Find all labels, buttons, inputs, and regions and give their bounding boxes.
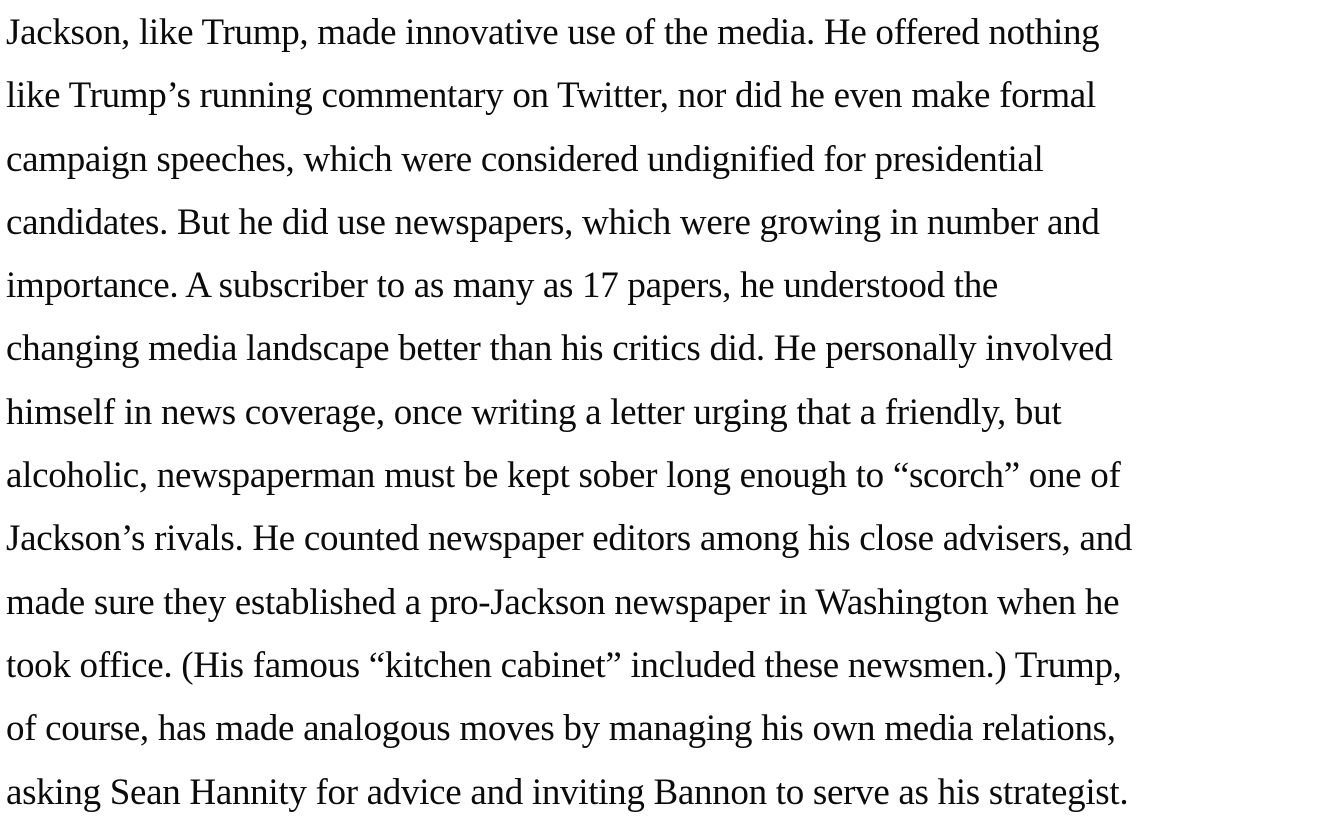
text-line: campaign speeches, which were considered undignified for presidential (6, 138, 1044, 180)
text-line: Jackson, like Trump, made innovative use of the media. He offered nothing (6, 12, 1100, 53)
text-line: alcoholic, newspaperman must be kept sober long enough to “scorch” one of (6, 455, 1121, 497)
text-line: took office. (His famous “kitchen cabinet” included these newsmen.) Trump, (6, 644, 1122, 686)
text-line: like Trump’s running commentary on Twitter, nor did he even make formal (6, 75, 1096, 117)
text-line: of course, has made analogous moves by managing his own media relations, (6, 708, 1116, 750)
paragraph (6, 1, 1326, 824)
text-line: Jackson’s rivals. He counted newspaper editors among his close advisers, and (6, 518, 1132, 560)
text-line: changing media landscape better than his critics did. He personally involved (6, 328, 1113, 370)
text-line: himself in news coverage, once writing a letter urging that a friendly, but (6, 391, 1062, 433)
text-line: asking Sean Hannity for advice and inviting Bannon to serve as his strategist. (6, 771, 1129, 813)
text-line: candidates. But he did use newspapers, which were growing in number and (6, 201, 1100, 243)
text-line: importance. A subscriber to as many as 17 papers, he understood the (6, 265, 999, 307)
text-line: made sure they established a pro-Jackson newspaper in Washington when he (6, 581, 1120, 623)
